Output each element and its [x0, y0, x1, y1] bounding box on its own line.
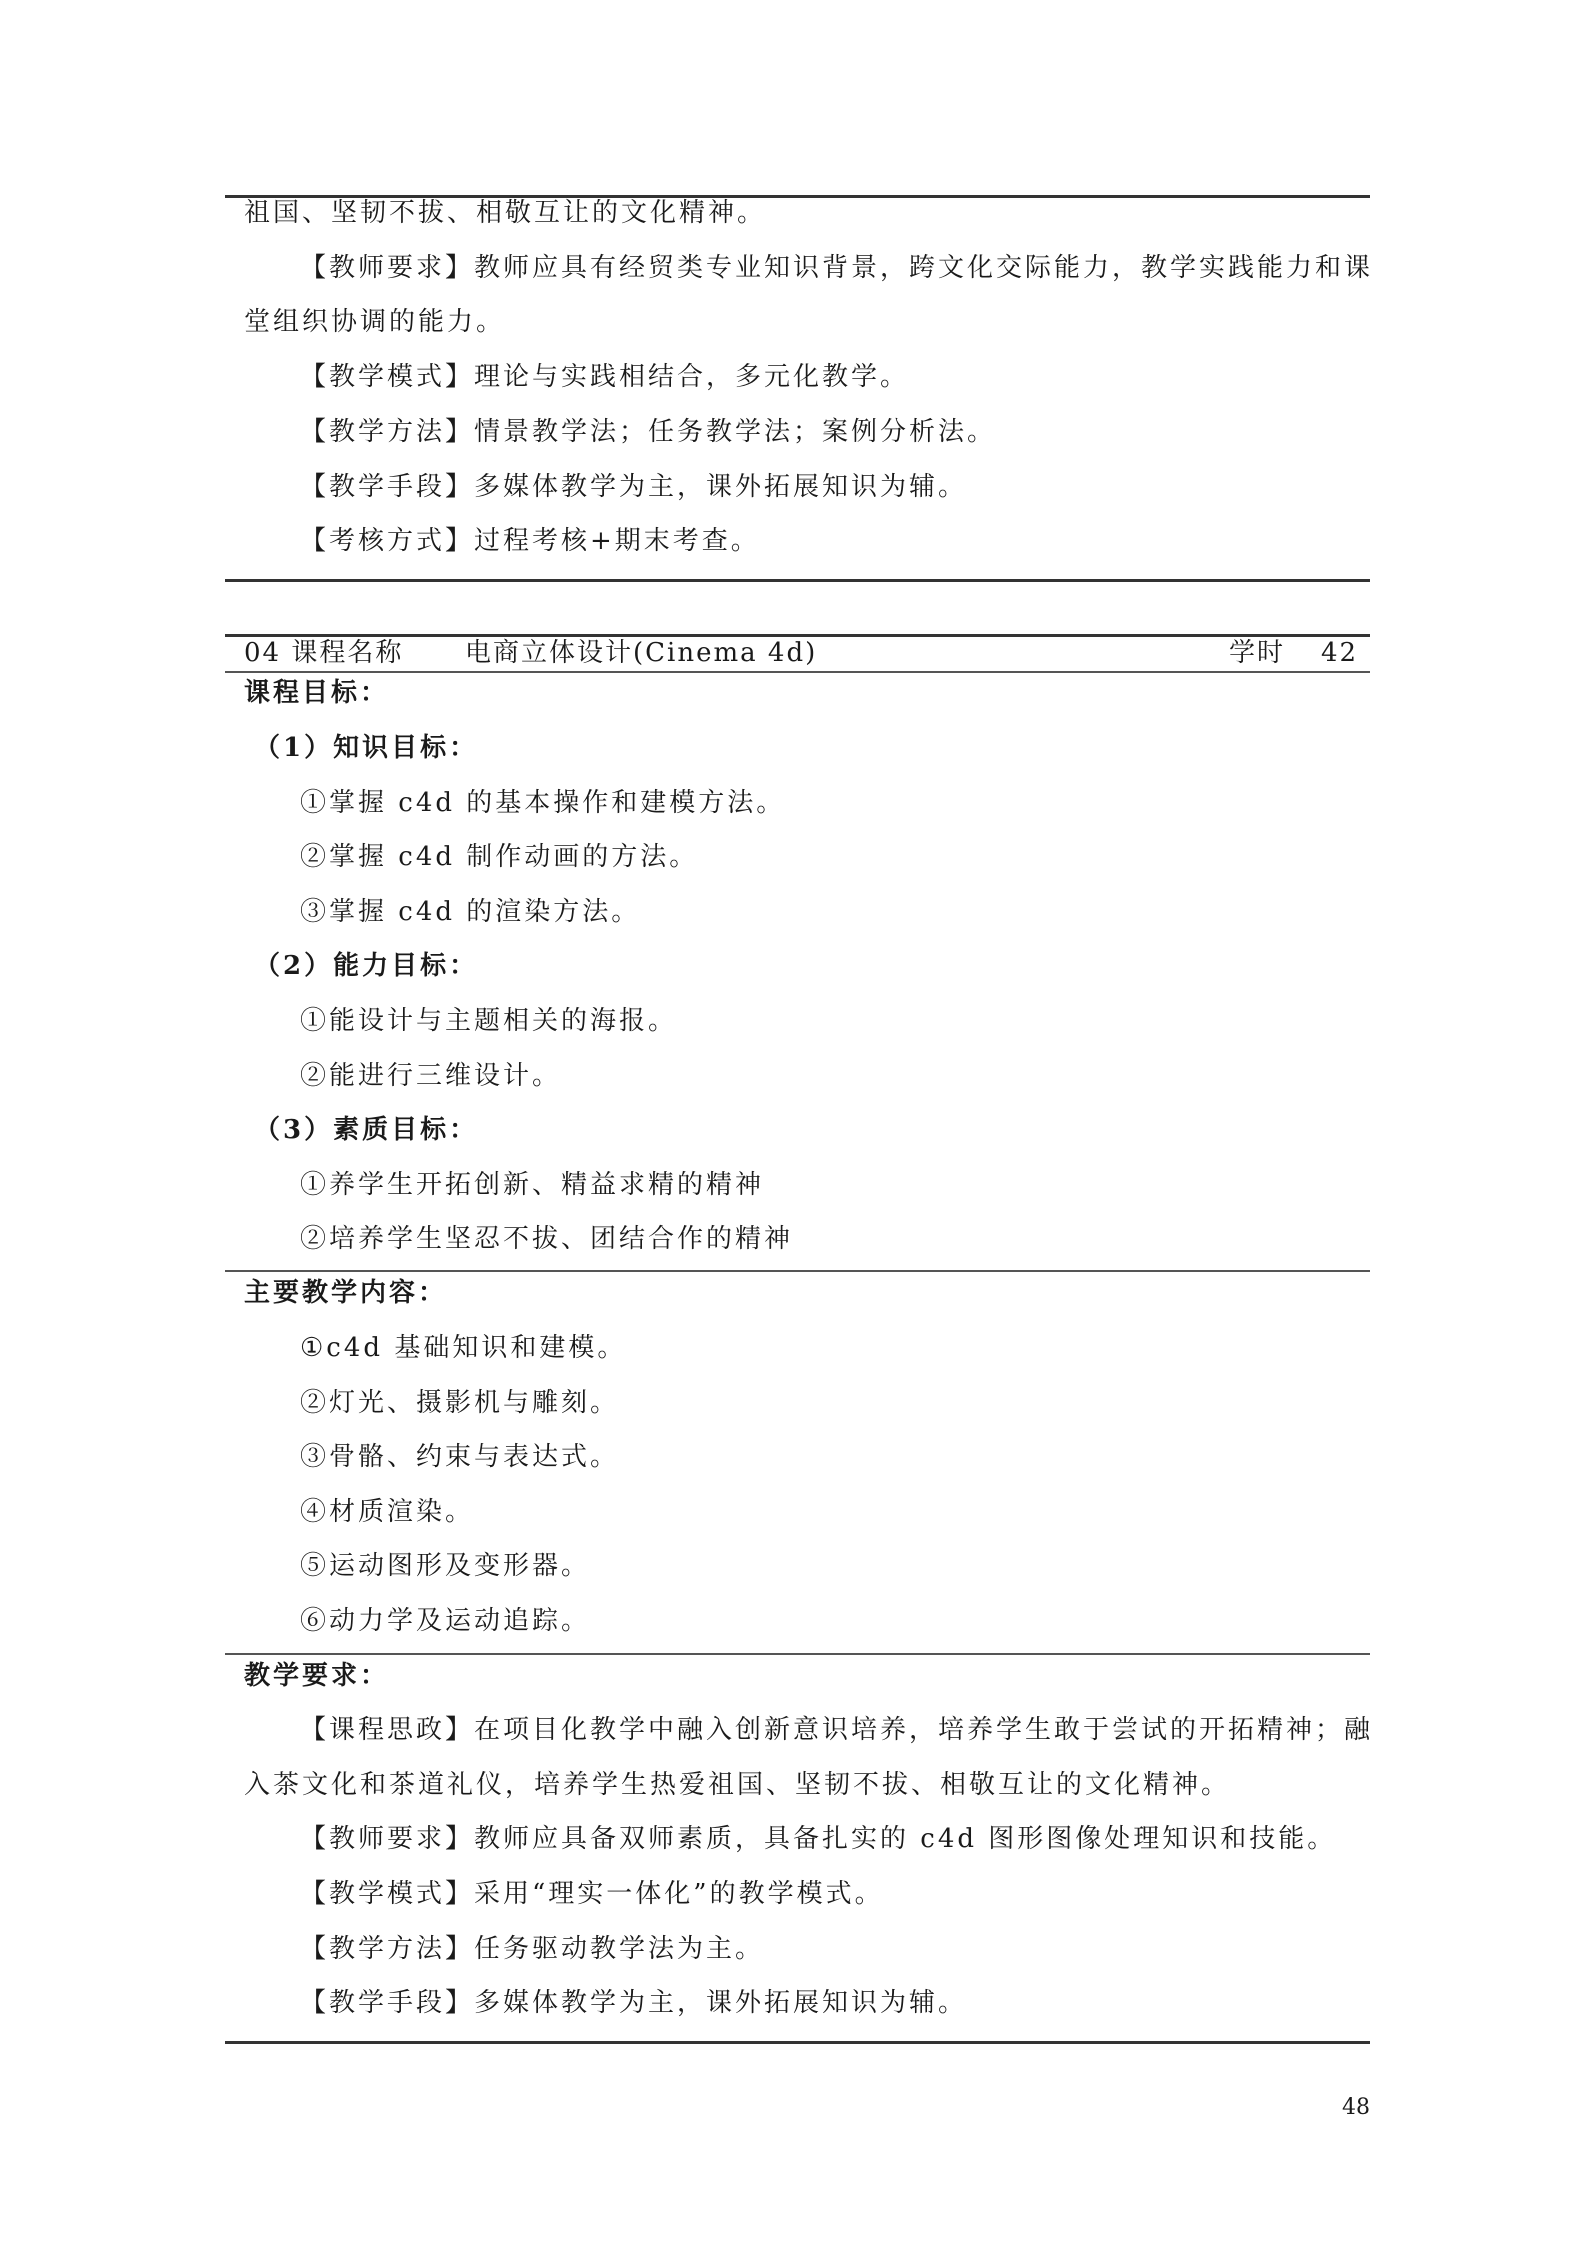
teaching-method-line: 【教学方法】任务驱动教学法为主。	[300, 1934, 765, 1964]
content-end-rule	[225, 1653, 1370, 1655]
teacher-requirement-line: 【教师要求】教师应具备双师素质，具备扎实的 c4d 图形图像处理知识和技能。	[300, 1824, 1337, 1854]
knowledge-item: ②掌握 c4d 制作动画的方法。	[300, 842, 699, 872]
bottom-rule	[225, 2041, 1370, 2044]
knowledge-item: ①掌握 c4d 的基本操作和建模方法。	[300, 788, 786, 818]
content-item: ⑤运动图形及变形器。	[300, 1551, 591, 1581]
ideology-line-1: 【课程思政】在项目化教学中融入创新意识培养，培养学生敢于尝试的开拓精神；融	[300, 1715, 1374, 1745]
course-header	[244, 636, 1357, 670]
course-name: 电商立体设计(Cinema 4d)	[465, 638, 818, 668]
knowledge-heading: （1）知识目标：	[254, 733, 479, 763]
knowledge-item: ③掌握 c4d 的渲染方法。	[300, 897, 641, 927]
quality-item: ②培养学生坚忍不拔、团结合作的精神	[300, 1224, 794, 1254]
objectives-heading: 课程目标：	[244, 678, 390, 708]
teaching-means-line: 【教学手段】多媒体教学为主，课外拓展知识为辅。	[300, 472, 968, 502]
section-end-rule	[225, 579, 1370, 582]
quality-heading: （3）素质目标：	[254, 1115, 479, 1145]
content-item: ②灯光、摄影机与雕刻。	[300, 1388, 620, 1418]
teacher-requirement-line-1: 【教师要求】教师应具有经贸类专业知识背景，跨文化交际能力，教学实践能力和课	[300, 253, 1374, 283]
course-name-label: 04 课程名称	[244, 638, 404, 668]
assessment-line: 【考核方式】过程考核+期末考查。	[300, 526, 760, 556]
requirements-heading: 教学要求：	[244, 1661, 390, 1691]
teaching-method-line: 【教学方法】情景教学法；任务教学法；案例分析法。	[300, 417, 997, 447]
course-header-bottom-rule	[225, 671, 1370, 673]
hours-value: 42	[1321, 638, 1359, 668]
continued-line-1: 祖国、坚韧不拔、相敬互让的文化精神。	[244, 198, 767, 228]
teaching-mode-line: 【教学模式】理论与实践相结合，多元化教学。	[300, 362, 910, 392]
ability-item: ①能设计与主题相关的海报。	[300, 1006, 678, 1036]
teacher-requirement-line-2: 堂组织协调的能力。	[244, 307, 506, 337]
ability-item: ②能进行三维设计。	[300, 1061, 562, 1091]
teaching-mode-line: 【教学模式】采用“理实一体化”的教学模式。	[300, 1879, 884, 1909]
hours-label: 学时	[1229, 638, 1286, 668]
content-item: ⑥动力学及运动追踪。	[300, 1606, 591, 1636]
content-heading: 主要教学内容：	[244, 1278, 448, 1308]
content-item: ④材质渲染。	[300, 1497, 475, 1527]
ideology-line-2: 入茶文化和茶道礼仪，培养学生热爱祖国、坚韧不拔、相敬互让的文化精神。	[244, 1770, 1231, 1800]
content-item: ③骨骼、约束与表达式。	[300, 1442, 620, 1472]
teaching-means-line: 【教学手段】多媒体教学为主，课外拓展知识为辅。	[300, 1988, 968, 2018]
ability-heading: （2）能力目标：	[254, 951, 479, 981]
page-number: 48	[1342, 2095, 1370, 2120]
content-item: ①c4d 基础知识和建模。	[300, 1333, 627, 1363]
objectives-end-rule	[225, 1270, 1370, 1272]
quality-item: ①养学生开拓创新、精益求精的精神	[300, 1170, 765, 1200]
